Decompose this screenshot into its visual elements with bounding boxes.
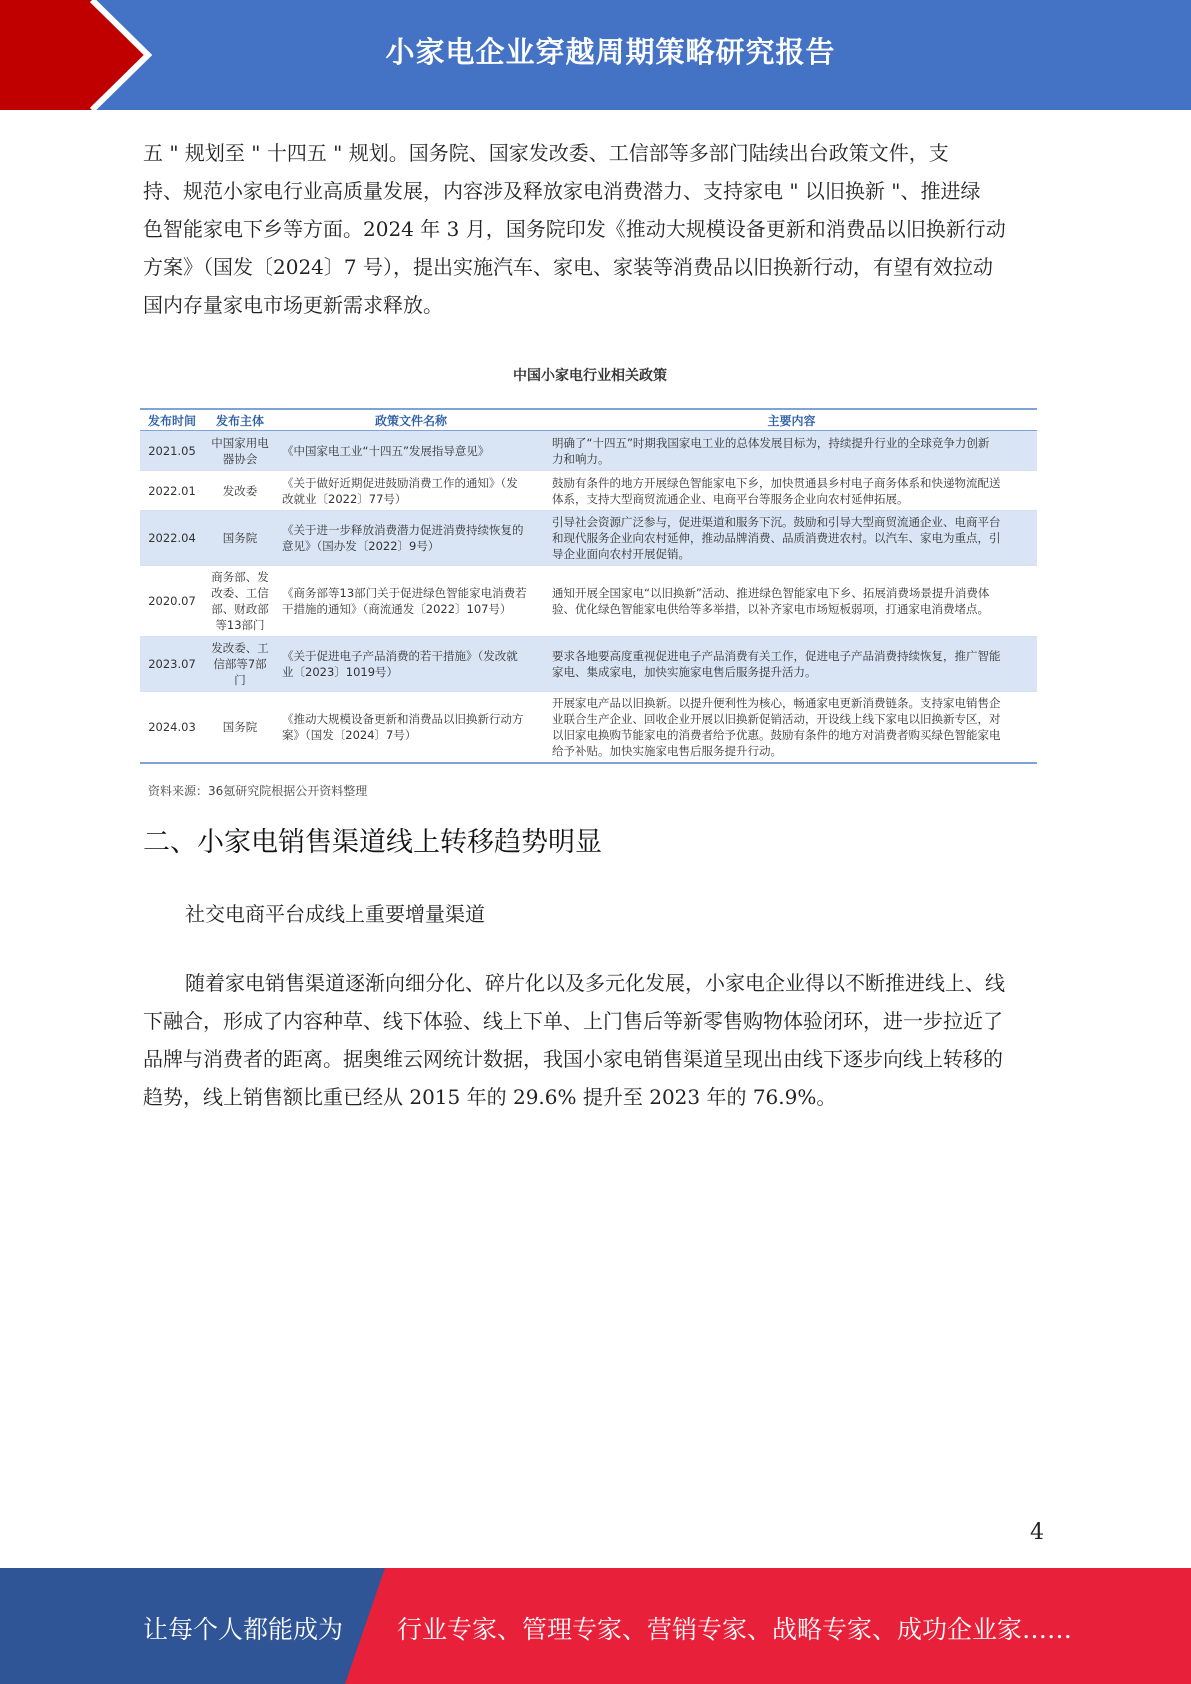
column-header-content: 主要内容 bbox=[546, 409, 1037, 431]
footer-slogan-left: 让每个人都能成为 bbox=[143, 1615, 344, 1644]
body-paragraph bbox=[143, 964, 1045, 1116]
column-header-document: 政策文件名称 bbox=[276, 409, 546, 431]
cell-content: 鼓励有条件的地方开展绿色智能家电下乡，加快贯通县乡村电子商务体系和快递物流配送 体系，支持大型商贸流通企业、电商平台等服务企业向农村延伸拓展。 bbox=[546, 471, 1037, 511]
cell-content: 要求各地要高度重视促进电子产品消费有关工作，促进电子产品消费持续恢复，推广智能 家电、集成家电，加快实施家电售后服务提升活力。 bbox=[546, 637, 1037, 692]
cell-content: 通知开展全国家电“以旧换新”活动、推进绿色智能家电下乡、拓展消费场景提升消费体 验、优化绿色智能家电供给等多举措，以补齐家电市场短板弱项，打通家电消费堵点。 bbox=[546, 566, 1037, 637]
cell-org: 国务院 bbox=[204, 692, 276, 764]
cell-content: 引导社会资源广泛参与，促进渠道和服务下沉。鼓励和引导大型商贸流通企业、电商平台 和现代服务企业向农村延伸，推动品牌消费、品质消费进农村。以汽车、家电为重点，引 导企业面向农村开展促销。 bbox=[546, 511, 1037, 566]
table-header-row bbox=[140, 409, 1037, 431]
cell-document: 《关于促进电子产品消费的若干措施》（发改就 业〔2023〕1019号） bbox=[276, 637, 546, 692]
cell-date: 2020.07 bbox=[140, 566, 204, 637]
column-header-org: 发布主体 bbox=[204, 409, 276, 431]
column-header-date: 发布时间 bbox=[140, 409, 204, 431]
table-row bbox=[140, 637, 1037, 692]
cell-date: 2022.04 bbox=[140, 511, 204, 566]
table-row bbox=[140, 566, 1037, 637]
intro-line: 五 " 规划至 " 十四五 " 规划。国务院、国家发改委、工信部等多部门陆续出台政策文件，支 bbox=[143, 141, 949, 165]
cell-document: 《关于做好近期促进鼓励消费工作的通知》（发 改就业〔2022〕77号） bbox=[276, 471, 546, 511]
cell-org: 发改委、工 信部等7部 门 bbox=[204, 637, 276, 692]
table-title: 中国小家电行业相关政策 bbox=[513, 368, 667, 384]
body-line: 品牌与消费者的距离。据奥维云网统计数据，我国小家电销售渠道呈现出由线下逐步向线上转移的 bbox=[143, 1047, 1003, 1071]
cell-org: 商务部、发 改委、工信 部、财政部 等13部门 bbox=[204, 566, 276, 637]
page-number: 4 bbox=[1030, 1520, 1044, 1545]
table-row bbox=[140, 511, 1037, 566]
cell-date: 2024.03 bbox=[140, 692, 204, 764]
intro-line: 国内存量家电市场更新需求释放。 bbox=[143, 293, 443, 317]
body-line: 下融合，形成了内容种草、线下体验、线上下单、上门售后等新零售购物体验闭环，进一步拉近了 bbox=[143, 1009, 1003, 1033]
table-row bbox=[140, 431, 1037, 471]
intro-paragraph bbox=[143, 134, 1045, 324]
cell-content: 开展家电产品以旧换新。以提升便利性为核心，畅通家电更新消费链条。支持家电销售企 业联合生产企业、回收企业开展以旧换新促销活动，开设线上线下家电以旧换新专区，对 以旧家电换购节能家电的消费者给予优惠。鼓励有条件的地方对消费者购买绿色智能家电 给予补贴。加快实施家电售后服务提升行动。 bbox=[546, 692, 1037, 764]
policy-table bbox=[140, 408, 1037, 764]
intro-line: 色智能家电下乡等方面。2024 年 3 月，国务院印发《推动大规模设备更新和消费品以旧换新行动 bbox=[143, 217, 1006, 241]
cell-org: 国务院 bbox=[204, 511, 276, 566]
section-subheading: 社交电商平台成线上重要增量渠道 bbox=[185, 902, 485, 926]
section-heading: 二、小家电销售渠道线上转移趋势明显 bbox=[143, 827, 602, 858]
footer-slogan-right: 行业专家、管理专家、营销专家、战略专家、成功企业家…… bbox=[397, 1615, 1073, 1644]
report-title: 小家电企业穿越周期策略研究报告 bbox=[385, 35, 836, 69]
intro-line: 方案》（国发〔2024〕7 号），提出实施汽车、家电、家装等消费品以旧换新行动，有望有效拉动 bbox=[143, 255, 993, 279]
cell-document: 《中国家电工业“十四五”发展指导意见》 bbox=[276, 431, 546, 471]
cell-date: 2022.01 bbox=[140, 471, 204, 511]
cell-content: 明确了“十四五”时期我国家电工业的总体发展目标为，持续提升行业的全球竞争力创新 力和响力。 bbox=[546, 431, 1037, 471]
table-row bbox=[140, 692, 1037, 764]
cell-date: 2023.07 bbox=[140, 637, 204, 692]
body-line: 随着家电销售渠道逐渐向细分化、碎片化以及多元化发展，小家电企业得以不断推进线上、线 bbox=[185, 971, 1005, 995]
intro-line: 持、规范小家电行业高质量发展，内容涉及释放家电消费潜力、支持家电 " 以旧换新 "、推进绿 bbox=[143, 179, 981, 203]
cell-document: 《关于进一步释放消费潜力促进消费持续恢复的 意见》（国办发〔2022〕9号） bbox=[276, 511, 546, 566]
cell-document: 《商务部等13部门关于促进绿色智能家电消费若 干措施的通知》（商流通发〔2022〕107号） bbox=[276, 566, 546, 637]
cell-date: 2021.05 bbox=[140, 431, 204, 471]
page-header bbox=[0, 0, 1191, 110]
table-source-note: 资料来源：36氪研究院根据公开资料整理 bbox=[148, 784, 368, 798]
cell-document: 《推动大规模设备更新和消费品以旧换新行动方 案》（国发〔2024〕7号） bbox=[276, 692, 546, 764]
body-line: 趋势，线上销售额比重已经从 2015 年的 29.6% 提升至 2023 年的 76.9%。 bbox=[143, 1085, 837, 1109]
cell-org: 中国家用电 器协会 bbox=[204, 431, 276, 471]
cell-org: 发改委 bbox=[204, 471, 276, 511]
page-footer bbox=[0, 1568, 1191, 1684]
table-row bbox=[140, 471, 1037, 511]
